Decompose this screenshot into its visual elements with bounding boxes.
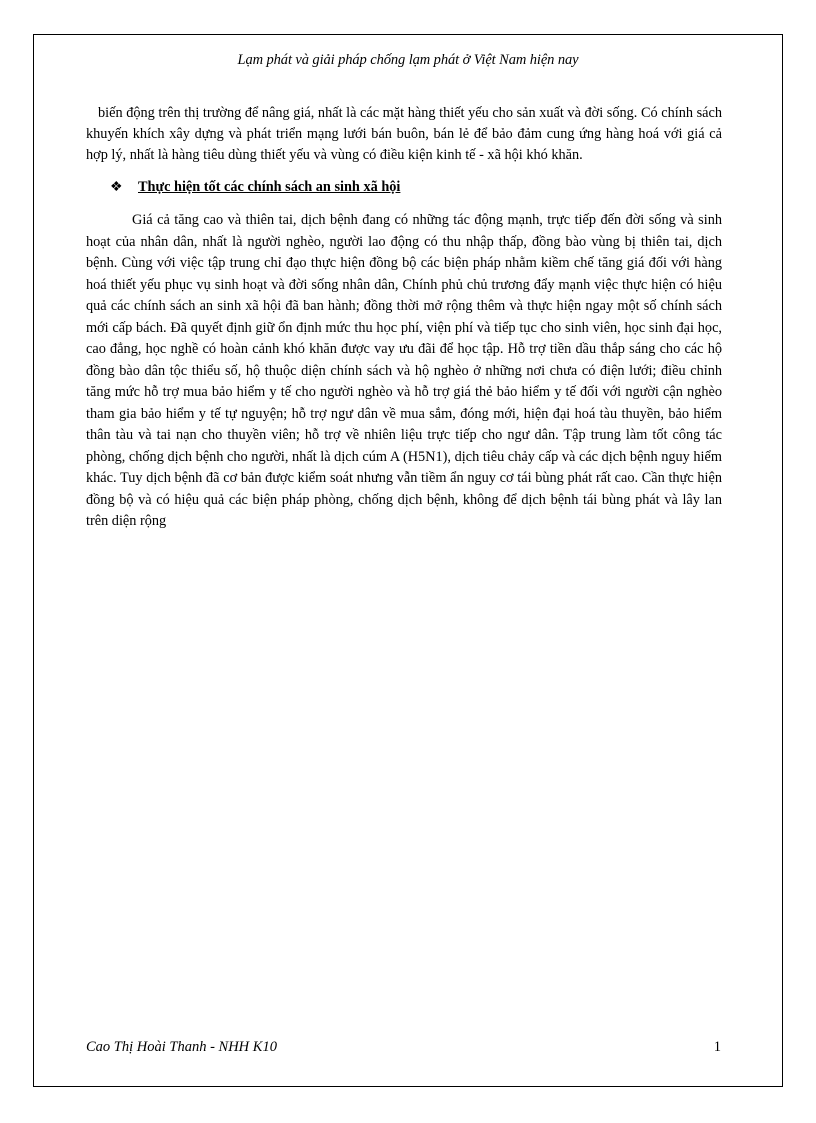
diamond-bullet-icon: ❖ xyxy=(110,180,123,195)
page-header: Lạm phát và giải pháp chống lạm phát ở Việt Nam hiện nay xyxy=(237,52,579,68)
page-number: 1 xyxy=(713,1039,721,1055)
section-heading-text: Thực hiện tốt các chính sách an sinh xã hội xyxy=(138,179,401,195)
footer-author: Cao Thị Hoài Thanh - NHH K10 xyxy=(86,1039,277,1055)
paragraph-continued: biến động trên thị trường để nâng giá, nhất là các mặt hàng thiết yếu cho sản xuất và đời sống. Có chính sách khuyến khích xây dựng và phát triển mạng lưới bán buôn, bán lẻ để bảo đảm cung ứng hàng hoá với giá cả hợp lý, nhất là hàng tiêu dùng thiết yếu và vùng có điều kiện kinh tế - xã hội khó khăn. xyxy=(86,105,722,163)
paragraph-main: Giá cả tăng cao và thiên tai, dịch bệnh đang có những tác động mạnh, trực tiếp đến đời sống và sinh hoạt của nhân dân, nhất là người nghèo, người lao động có thu nhập thấp, đồng bào vùng bị thiên tai, dịch bệnh. Cùng với việc tập trung chỉ đạo thực hiện đồng bộ các biện pháp nhằm kiềm chế tăng giá đối với hàng hoá thiết yếu phục vụ sinh hoạt và đời sống nhân dân, Chính phủ chủ trương đẩy mạnh việc thực hiện có hiệu quả các chính sách an sinh xã hội đã ban hành; đồng thời mở rộng thêm và thực hiện ngay một số chính sách mới cấp bách. Đã quyết định giữ ổn định mức thu học phí, viện phí và tiếp tục cho sinh viên, học sinh đại học, cao đẳng, học nghề có hoàn cảnh khó khăn được vay ưu đãi để học tập. Hỗ trợ tiền dầu thắp sáng cho các hộ đồng bào dân tộc thiểu số, hộ thuộc diện chính sách và hộ nghèo ở những nơi chưa có điện lưới; điều chỉnh tăng mức hỗ trợ mua bảo hiểm y tế cho người nghèo và hỗ trợ giá thẻ bảo hiểm y tế đối với người cận nghèo tham gia bảo hiểm y tế tự nguyện; hỗ trợ ngư dân về mua sắm, đóng mới, hiện đại hoá tàu thuyền, bảo hiểm thân tàu và tai nạn cho thuyền viên; hỗ trợ về nhiên liệu trực tiếp cho ngư dân. Tập trung làm tốt công tác phòng, chống dịch bệnh cho người, nhất là dịch cúm A (H5N1), dịch tiêu chảy cấp và các dịch bệnh nguy hiểm khác. Tuy dịch bệnh đã cơ bản được kiểm soát nhưng vẫn tiềm ẩn nguy cơ tái bùng phát rất cao. Cần thực hiện đồng bộ và có hiệu quả các biện pháp phòng, chống dịch bệnh, không để dịch bệnh tái bùng phát và lây lan trên diện rộng xyxy=(86,212,722,529)
section-heading xyxy=(110,177,730,198)
